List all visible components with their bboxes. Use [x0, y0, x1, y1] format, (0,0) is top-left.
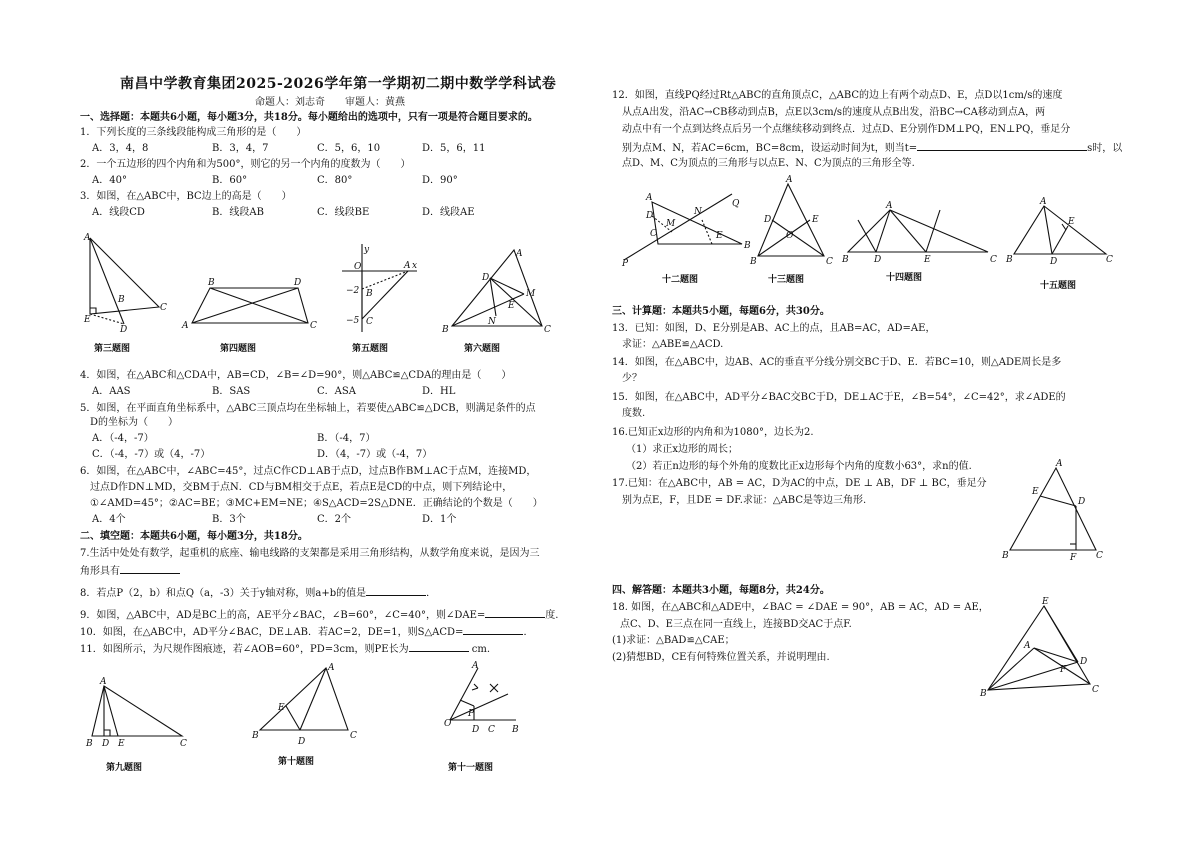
q6-option-c: C．2个: [317, 514, 352, 525]
section-1-heading: 一、选择题：本题共6小题，每小题3分，共18分。每小题给出的选项中，只有一项是符合题目要求的。: [80, 112, 538, 123]
q8-line: 8．若点P（2，b）和点Q（a，-3）关于y轴对称，则a+b的值是 ．: [80, 585, 436, 600]
q2-option-b: B．60°: [212, 175, 248, 186]
q4-option-b: B．SAS: [212, 386, 251, 397]
svg-text:M: M: [526, 289, 536, 299]
q5-option-a: A．（-4，-7）: [92, 433, 154, 444]
svg-text:C: C: [366, 317, 373, 327]
q8-blank[interactable]: [366, 585, 426, 596]
q3-option-b: B．线段AB: [212, 207, 264, 218]
q5-stem-2: D的坐标为（ ）: [90, 417, 179, 428]
svg-text:y: y: [364, 245, 370, 255]
exam-authors: 命题人：刘志奇 审题人：黄燕: [255, 97, 405, 108]
svg-text:B: B: [744, 241, 751, 251]
q3-option-d: D．线段AE: [422, 207, 475, 218]
svg-text:A: A: [886, 201, 893, 211]
svg-text:C: C: [180, 739, 187, 749]
svg-text:A: A: [100, 677, 107, 687]
q9-line: [80, 607, 558, 622]
q1-option-b: B．3，4，7: [212, 143, 269, 154]
q14-line-2: 少？: [622, 373, 642, 384]
q1-option-d: D．5，6，11: [422, 143, 486, 154]
q10-line: 10．如图，在△ABC中，AD平分∠BAC，DE⊥AB．若AC=2，DE=1，则S△ACD= ．: [80, 624, 533, 639]
q12-blank[interactable]: [917, 140, 1087, 151]
q14-line-1: 14．如图，在△ABC中，边AB、AC的垂直平分线分别交BC于D、E．若BC=10，则△ADE周长是多: [612, 357, 1062, 368]
q16-line-3: （2）若正n边形的每个外角的度数比正x边形每个内角的度数小63°，求n的值.: [626, 461, 972, 472]
q5-option-b: B．（-4，7）: [317, 433, 376, 444]
svg-text:D: D: [102, 739, 110, 749]
svg-text:B: B: [1006, 255, 1013, 265]
svg-text:B: B: [980, 689, 987, 699]
q12-line-2: 从点A出发，沿AC→CB移动到点B，点E以3cm/s的速度从点B出发，沿BC→CA移动到点A，两: [622, 107, 1046, 118]
q2-option-c: C．80°: [317, 175, 353, 186]
svg-text:x: x: [412, 261, 418, 271]
caption-q15: 十五题图: [1040, 281, 1077, 291]
svg-text:C: C: [350, 731, 357, 741]
q18-line-1: 18. 如图，在△ABC和△ADE中，∠BAC = ∠DAE = 90°，AB = AC，AD = AE，: [612, 602, 989, 613]
q2-option-d: D．90°: [422, 175, 458, 186]
svg-text:E: E: [1032, 487, 1039, 497]
q4-option-a: A．AAS: [92, 386, 131, 397]
svg-text:−5: −5: [346, 316, 360, 326]
q2-stem: 2．一个五边形的四个内角和为500°，则它的另一个内角的度数为（ ）: [80, 159, 411, 170]
svg-text:D: D: [482, 273, 490, 283]
svg-text:D: D: [120, 325, 128, 335]
svg-text:D: D: [874, 255, 882, 265]
svg-text:A: A: [1024, 641, 1031, 651]
svg-text:Q: Q: [732, 199, 740, 209]
svg-text:O: O: [354, 262, 362, 272]
q12-text: 别为点M、N，若AC=6cm，BC=8cm，设运动时间为t，则当t=: [622, 143, 918, 154]
q12-line-1: 12．如图，直线PQ经过Rt△ABC的直角顶点C，△ABC的边上有两个动点D、E，点D以1cm/s的速度: [612, 90, 1063, 101]
svg-text:B: B: [208, 278, 215, 288]
q3-option-c: C．线段BE: [317, 207, 370, 218]
q7-line-1: 7.生活中处处有数学，起重机的底座、输电线路的支架都是采用三角形结构，从数学角度来说，是因为三: [80, 548, 540, 559]
svg-text:C: C: [650, 229, 657, 239]
svg-text:A: A: [472, 661, 479, 671]
q12-text-tail: s时，以: [1087, 143, 1123, 154]
figure-q4: [182, 276, 317, 336]
caption-q12: 十二题图: [662, 275, 699, 285]
q4-option-d: D．HL: [422, 386, 456, 397]
svg-text:A: A: [516, 249, 523, 259]
q18-part-1: (1)求证：△BAD≌△CAE；: [612, 635, 735, 646]
svg-text:B: B: [366, 289, 373, 299]
svg-text:A: A: [1056, 459, 1063, 469]
q11-unit: cm.: [471, 644, 491, 655]
svg-text:M: M: [666, 219, 676, 229]
figure-q15: [1006, 197, 1113, 267]
svg-text:D: D: [472, 725, 480, 735]
q12-line-3: 动点中有一个点到达终点后另一个点继续移动到终点．过点D、E分别作DM⊥PQ，EN⊥PQ，垂足分: [622, 124, 1071, 135]
svg-text:A: A: [1040, 197, 1047, 207]
figure-q12: [622, 190, 752, 269]
svg-text:A: A: [786, 175, 793, 185]
q10-text: 10．如图，在△ABC中，AD平分∠BAC，DE⊥AB．若AC=2，DE=1，则S△ACD=: [80, 627, 464, 638]
q6-line-1: 6．如图，在△ABC中，∠ABC=45°，过点C作CD⊥AB于点D，过点B作BM⊥AC于点M，连接MD，: [80, 466, 537, 477]
q7-line-2: [80, 563, 180, 578]
caption-q10: 第十题图: [278, 757, 315, 767]
svg-text:A: A: [404, 261, 411, 271]
q5-stem-1: 5．如图，在平面直角坐标系中，△ABC三顶点均在坐标轴上，若要使△ABC≌△DCB，则满足条件的点: [80, 403, 536, 414]
svg-text:E: E: [924, 255, 931, 265]
q11-blank[interactable]: [409, 641, 469, 652]
svg-text:F: F: [1070, 553, 1077, 563]
q1-option-c: C．5，6，10: [317, 143, 381, 154]
svg-text:B: B: [512, 725, 519, 735]
q15-line-1: 15．如图，在△ABC中，AD平分∠BAC交BC于D，DE⊥AC于E，∠B=54°，∠C=42°，求∠ADE的: [612, 392, 1066, 403]
svg-text:C: C: [488, 725, 495, 735]
svg-text:C: C: [160, 303, 167, 313]
q4-stem: 4．如图，在△ABC和△CDA中，AB=CD，∠B=∠D=90°，则△ABC≌△CDA的理由是（ ）: [80, 370, 512, 381]
svg-text:B: B: [1002, 551, 1009, 561]
q2-option-a: A．40°: [92, 175, 127, 186]
svg-text:B: B: [86, 739, 93, 749]
svg-text:B: B: [442, 325, 449, 335]
svg-text:D: D: [1050, 257, 1058, 267]
svg-text:B: B: [842, 255, 849, 265]
q6-option-b: B．3个: [212, 514, 246, 525]
svg-text:A: A: [646, 193, 653, 203]
svg-text:D: D: [1078, 497, 1086, 507]
svg-text:E: E: [278, 703, 285, 713]
q1-option-a: A．3，4，8: [92, 143, 149, 154]
svg-text:P: P: [622, 259, 629, 269]
figure-q18: [980, 597, 1102, 700]
svg-text:C: C: [310, 321, 317, 331]
figure-q17: [1002, 459, 1114, 563]
svg-text:E: E: [118, 739, 125, 749]
figure-q9: [86, 677, 187, 750]
q3-option-a: A．线段CD: [92, 207, 145, 218]
q7-text: 角形具有: [80, 566, 120, 577]
q18-line-2: 点C、D、E三点在同一直线上，连接BD交AC于点F.: [620, 619, 852, 630]
svg-text:B: B: [252, 731, 259, 741]
q15-line-2: 度数.: [622, 408, 646, 419]
q8-text: 8．若点P（2，b）和点Q（a，-3）关于y轴对称，则a+b的值是: [80, 588, 367, 599]
q18-part-2: (2)猜想BD，CE有何特殊位置关系，并说明理由.: [612, 652, 830, 663]
svg-text:D: D: [294, 278, 302, 288]
svg-text:N: N: [488, 317, 496, 327]
svg-text:B: B: [750, 257, 757, 267]
caption-q5: 第五题图: [352, 344, 389, 354]
svg-text:N: N: [694, 207, 702, 217]
section-3-heading: 三、计算题：本题共5小题，每题6分，共30分。: [612, 306, 830, 317]
q5-option-d: D．（4，-7）或（-4，7）: [317, 449, 433, 460]
section-2-heading: 二、填空题：本题共6小题，每小题3分，共18分。: [80, 531, 308, 542]
caption-q13: 十三题图: [768, 275, 805, 285]
svg-text:C: C: [1106, 255, 1113, 265]
section-4-heading: 四、解答题：本题共3小题，每题8分，共24分。: [612, 585, 830, 596]
svg-text:E: E: [84, 315, 91, 325]
figure-q5: [342, 244, 422, 334]
caption-q14: 十四题图: [886, 273, 923, 283]
q12-line-4: [622, 140, 1122, 155]
q17-line-2: 别为点E，F，且DE = DF.求证：△ABC是等边三角形.: [622, 495, 867, 506]
svg-text:O: O: [444, 719, 452, 729]
caption-q3: 第三题图: [94, 344, 131, 354]
svg-text:E: E: [1042, 597, 1049, 607]
figure-q6: [442, 246, 554, 335]
svg-text:A: A: [84, 233, 91, 243]
figure-q13: [750, 175, 834, 267]
caption-q9: 第九题图: [106, 763, 143, 773]
exam-title: 南昌中学教育集团2025-2026学年第一学期初二期中数学学科试卷: [120, 76, 557, 92]
svg-text:E: E: [508, 301, 515, 311]
q4-option-c: C．ASA: [317, 386, 356, 397]
q6-line-2: 过点D作DN⊥MD，交BM于点N．CD与BM相交于点E，若点E是CD的中点，则下列结论中，: [90, 482, 513, 493]
q5-option-c: C．（-4，-7）或（4，-7）: [92, 449, 211, 460]
svg-text:A: A: [328, 663, 335, 673]
q7-blank[interactable]: [120, 563, 180, 574]
q13-line-1: 13．已知：如图，D、E分别是AB、AC上的点，且AB=AC，AD=AE，: [612, 323, 936, 334]
figure-q3: [84, 232, 167, 335]
svg-text:C: C: [544, 325, 551, 335]
svg-text:C: C: [1096, 551, 1103, 561]
q16-line-1: 16.已知正x边形的内角和为1080°，边长为2.: [612, 427, 814, 438]
q10-blank[interactable]: [463, 624, 523, 635]
caption-q6: 第六题图: [464, 344, 501, 354]
q16-line-2: （1）求正x边形的周长；: [626, 444, 739, 455]
q11-line: [80, 641, 490, 656]
svg-text:P: P: [468, 709, 475, 719]
svg-text:D: D: [1080, 657, 1088, 667]
svg-text:D: D: [298, 737, 306, 747]
q6-line-3: ①∠AMD=45°；②AC=BE；③MC+EM=NE；④S△ACD=2S△DNE．正确结论的个数是（ ）: [90, 498, 543, 509]
svg-text:D: D: [646, 211, 654, 221]
svg-text:C: C: [1092, 685, 1099, 695]
svg-text:E: E: [716, 231, 723, 241]
svg-text:C: C: [990, 255, 997, 265]
figure-q10: [252, 663, 357, 748]
caption-q4: 第四题图: [220, 344, 257, 354]
q11-text: 11．如图所示，为尺规作图痕迹，若∠AOB=60°，PD=3cm，则PE长为: [80, 644, 409, 655]
q12-line-5: 点D、M、C为顶点的三角形与以点E、N、C为顶点的三角形全等.: [622, 158, 915, 169]
figure-q14: [842, 201, 997, 266]
svg-text:−2: −2: [346, 286, 360, 296]
q6-option-a: A．4个: [92, 514, 126, 525]
q9-unit: 度.: [545, 610, 559, 621]
q13-line-2: 求证：△ABE≌△ACD.: [622, 339, 724, 350]
svg-text:E: E: [812, 215, 819, 225]
svg-text:A: A: [182, 321, 189, 331]
svg-text:B: B: [118, 295, 125, 305]
figure-q11: [444, 661, 519, 744]
svg-text:C: C: [826, 257, 833, 267]
svg-text:O: O: [786, 231, 794, 241]
caption-q11: 第十一题图: [448, 763, 494, 773]
q9-blank[interactable]: [485, 607, 545, 618]
q17-line-1: 17.已知：在△ABC中，AB = AC，D为AC的中点，DE ⊥ AB，DF ⊥ BC，垂足分: [612, 478, 987, 489]
svg-text:F: F: [1060, 665, 1067, 675]
svg-text:D: D: [764, 215, 772, 225]
q3-stem: 3．如图，在△ABC中，BC边上的高是（ ）: [80, 191, 292, 202]
q1-stem: 1．下列长度的三条线段能构成三角形的是（ ）: [80, 127, 307, 138]
q6-option-d: D．1个: [422, 514, 457, 525]
svg-text:E: E: [1068, 217, 1075, 227]
q9-text: 9．如图，△ABC中，AD是BC上的高，AE平分∠BAC，∠B=60°，∠C=40°，则∠DAE=: [80, 610, 486, 621]
